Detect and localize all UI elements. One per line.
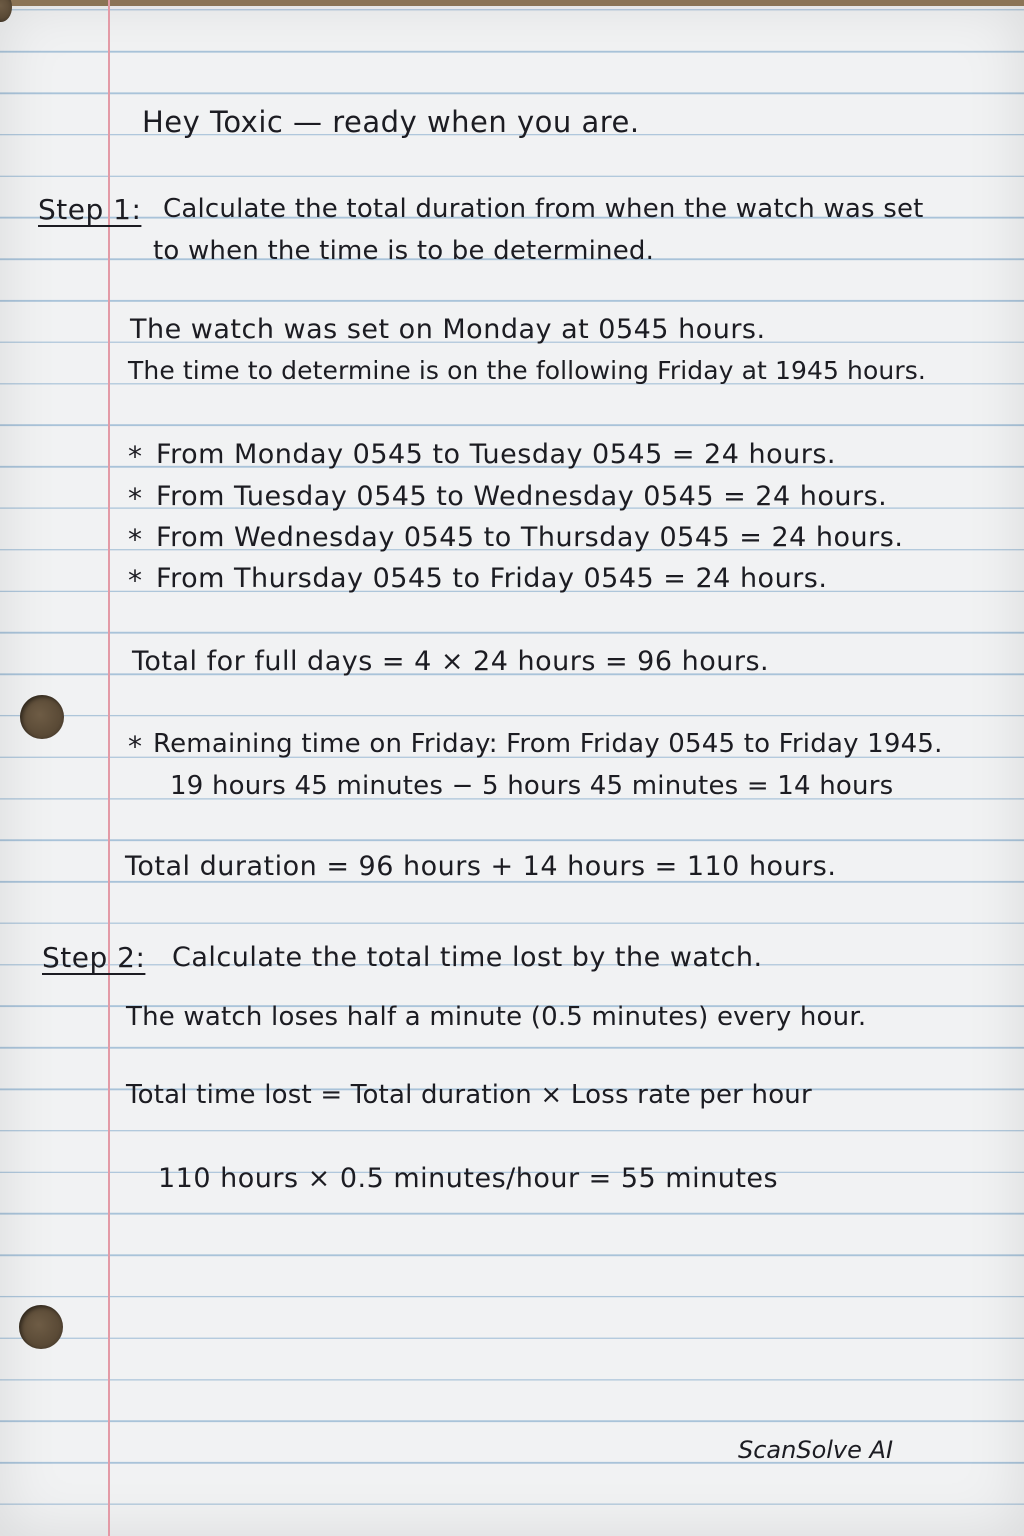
bullet-icon: * <box>128 730 143 763</box>
step1-label: Step 1: <box>38 193 142 226</box>
loss-rate-line: The watch loses half a minute (0.5 minutes) every hour. <box>126 1002 867 1032</box>
remaining-line2: 19 hours 45 minutes − 5 hours 45 minutes = 14 hours <box>170 771 894 801</box>
total-duration: Total duration = 96 hours + 14 hours = 110 hours. <box>125 851 837 882</box>
signature: ScanSolve AI <box>738 1436 894 1464</box>
full-days-total: Total for full days = 4 × 24 hours = 96 hours. <box>132 646 770 677</box>
bullet-icon: * <box>128 523 143 556</box>
step2-title: Calculate the total time lost by the watch. <box>172 942 763 973</box>
loss-result: 110 hours × 0.5 minutes/hour = 55 minutes <box>158 1163 779 1194</box>
day-item: From Tuesday 0545 to Wednesday 0545 = 24 hours. <box>156 481 888 512</box>
determine-line: The time to determine is on the following Friday at 1945 hours. <box>128 356 926 385</box>
punch-hole-bottom <box>19 1305 63 1349</box>
day-item: From Thursday 0545 to Friday 0545 = 24 hours. <box>156 563 828 594</box>
step1-title-line1: Calculate the total duration from when the watch was set <box>163 194 924 224</box>
step2-label: Step 2: <box>42 941 146 974</box>
page-edge <box>0 0 1024 6</box>
greeting: Hey Toxic — ready when you are. <box>142 105 640 139</box>
punch-hole-top <box>0 0 12 22</box>
margin-line <box>108 0 110 1536</box>
watch-set-line: The watch was set on Monday at 0545 hours. <box>130 314 766 345</box>
step1-title-line2: to when the time is to be determined. <box>153 236 655 266</box>
bullet-icon: * <box>128 564 143 597</box>
day-item: From Wednesday 0545 to Thursday 0545 = 24 hours. <box>156 522 904 553</box>
remaining-line1: Remaining time on Friday: From Friday 0545 to Friday 1945. <box>153 729 943 759</box>
punch-hole-middle <box>20 695 64 739</box>
bullet-icon: * <box>128 440 143 473</box>
loss-formula: Total time lost = Total duration × Loss rate per hour <box>126 1080 812 1110</box>
bullet-icon: * <box>128 482 143 515</box>
day-item: From Monday 0545 to Tuesday 0545 = 24 hours. <box>156 439 836 470</box>
